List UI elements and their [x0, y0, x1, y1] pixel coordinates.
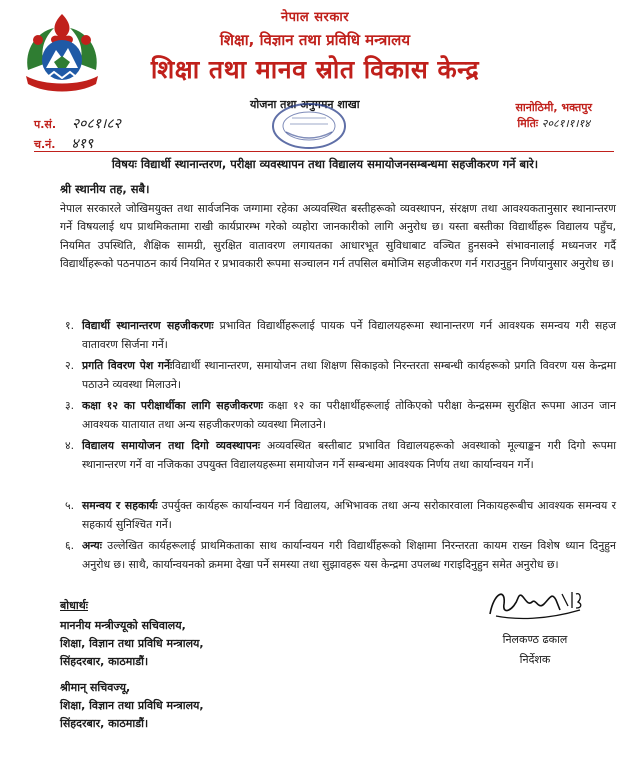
- item-text: उपर्युक्त कार्यहरू कार्यान्वयन गर्न विद्यालय, अभिभावक तथा अन्य सरोकारवाला निकायहरूबीच आवश्यक समन्वय र सहकार्य सुनिश्चित गर्ने।: [82, 499, 616, 531]
- signature-icon: [476, 580, 596, 628]
- branch-name: योजना तथा अनुगमन शाखा: [250, 98, 360, 111]
- signer-name: निलकण्ठ ढकाल: [502, 633, 568, 646]
- item-text: विद्यार्थी स्थानान्तरण, समायोजन तथा शिक्षण सिकाइको निरन्तरता सम्बन्धी कार्यहरूको प्रगति विवरण यस केन्द्रमा पठाउने व्यवस्था मिलाउने।: [82, 359, 617, 391]
- list-item: [52, 356, 616, 394]
- item-heading: अन्यः: [82, 539, 102, 552]
- item-number: १.: [64, 319, 74, 332]
- ps-label: प.सं.: [34, 118, 57, 131]
- cc-line: सिंहदरबार, काठमाडौं।: [60, 655, 149, 668]
- cc-line: सिंहदरबार, काठमाडौं।: [60, 717, 149, 730]
- ps-value: २०८१।८२: [71, 116, 121, 132]
- reference-ps: [34, 114, 121, 133]
- header-divider: [34, 151, 614, 152]
- item-text: कक्षा १२ का परीक्षार्थीहरूलाई तोकिएको परीक्षा केन्द्रसम्म सुरक्षित रूपमा आउन जान आवश्यक यातायात तथा अन्य सहजीकरणको व्यवस्था मिलाउने।: [82, 399, 617, 431]
- list-item: [52, 496, 616, 534]
- government-name: नेपाल सरकार: [280, 10, 350, 25]
- item-number: ४.: [64, 439, 74, 452]
- item-heading: कक्षा १२ का परीक्षार्थीका लागि सहजीकरणः: [82, 399, 263, 412]
- cc-line: श्रीमान् सचिवज्यू,: [60, 681, 131, 694]
- chn-label: च.नं.: [34, 138, 56, 151]
- office-location: सानोठिमी, भक्तपुर: [515, 101, 592, 114]
- letter-addressee: श्री स्थानीय तह, सबै।: [60, 182, 150, 196]
- item-heading: विद्यालय समायोजन तथा दिगो व्यवस्थापनः: [82, 439, 261, 452]
- office-name: शिक्षा तथा मानव स्रोत विकास केन्द्र: [150, 55, 480, 84]
- date-value: २०८१।१।१४: [541, 117, 590, 130]
- list-item: [52, 316, 616, 354]
- cc-line: माननीय मन्त्रीज्यूको सचिवालय,: [60, 619, 186, 632]
- item-heading: विद्यार्थी स्थानान्तरण सहजीकरणः: [82, 319, 214, 332]
- signer-title: निर्देशक: [519, 653, 551, 666]
- cc-title: बोधार्थः: [60, 599, 88, 612]
- date-row: [517, 116, 590, 131]
- letter-subject: विषयः विद्यार्थी स्थानान्तरण, परीक्षा व्यवस्थापन तथा विद्यालय समायोजनसम्बन्धमा सहजीकरण गर्ने बारे।: [111, 157, 539, 171]
- item-number: २.: [64, 359, 74, 372]
- ministry-name: शिक्षा, विज्ञान तथा प्रविधि मन्त्रालय: [219, 31, 411, 49]
- date-label: मितिः: [517, 117, 539, 130]
- chn-value: ४१९: [71, 136, 94, 152]
- list-item: [52, 536, 616, 574]
- item-text: अव्यवस्थित बस्तीबाट प्रभावित विद्यालयहरूको अवस्थाको मूल्याङ्कन गरी दिगो रूपमा स्थानान्तरण गर्ने वा नजिकका उपयुक्त विद्यालयहरूमा समायोजन गर्ने सम्बन्धमा आवश्यक निर्णय तथा कार्यान्वयन गर्ने।: [82, 439, 617, 471]
- cc-line: शिक्षा, विज्ञान तथा प्रविधि मन्त्रालय,: [60, 637, 204, 650]
- item-number: ६.: [64, 539, 74, 552]
- intro-paragraph: नेपाल सरकारले जोखिमयुक्त तथा सार्वजनिक जग्गामा रहेका अव्यवस्थित बस्तीहरूको व्यवस्थापन, संरक्षण तथा आवश्यकतानुसार स्थानान्तरण गर्ने विषयलाई थप प्राथमिकतामा राखी कार्यप्रारम्भ गरेको व्यहोरा जानकारीको लागि अनुरोध छ। यस्ता बस्तीका विद्यार्थीहरू विद्यालय पहुँच, नियमित उपस्थिति, शैक्षिक सामग्री, सुरक्षित वातावरण लगायतका आधारभूत सुविधाबाट वञ्चित हुनसक्ने संभावनालाई मध्यनजर गर्दै विद्यार्थीहरूको पठनपाठन कार्य नियमित र प्रभावकारी रूपमा सञ्चालन गर्न तपसिल बमोजिम सहजीकरण गर्न गराउनुहुन निर्णयानुसार अनुरोध छ।: [60, 202, 616, 271]
- item-heading: समन्वय र सहकार्यः: [82, 499, 158, 512]
- item-number: ३.: [64, 399, 74, 412]
- list-item: [52, 396, 616, 434]
- cc-line: शिक्षा, विज्ञान तथा प्रविधि मन्त्रालय,: [60, 699, 204, 712]
- office-stamp-icon: [268, 102, 350, 152]
- list-item: [52, 436, 616, 474]
- item-text: प्रभावित विद्यार्थीहरूलाई पायक पर्ने विद्यालयहरूमा स्थानान्तरण गर्न आवश्यक समन्वय गरी सहज वातावरण सिर्जना गर्ने।: [82, 319, 616, 351]
- item-heading: प्रगति विवरण पेश गर्नेः: [82, 359, 173, 372]
- item-text: उल्लेखित कार्यहरूलाई प्राथमिकताका साथ कार्यान्वयन गरी विद्यार्थीहरूको शिक्षामा निरन्तरता कायम राख्न विशेष ध्यान दिनुहुन अनुरोध छ। साथै, कार्यान्वयनको क्रममा देखा पर्ने समस्या तथा सुझावहरू यस केन्द्रमा उपलब्ध गराइदिनुहुन समेत अनुरोध छ।: [82, 539, 616, 571]
- item-number: ५.: [64, 499, 74, 512]
